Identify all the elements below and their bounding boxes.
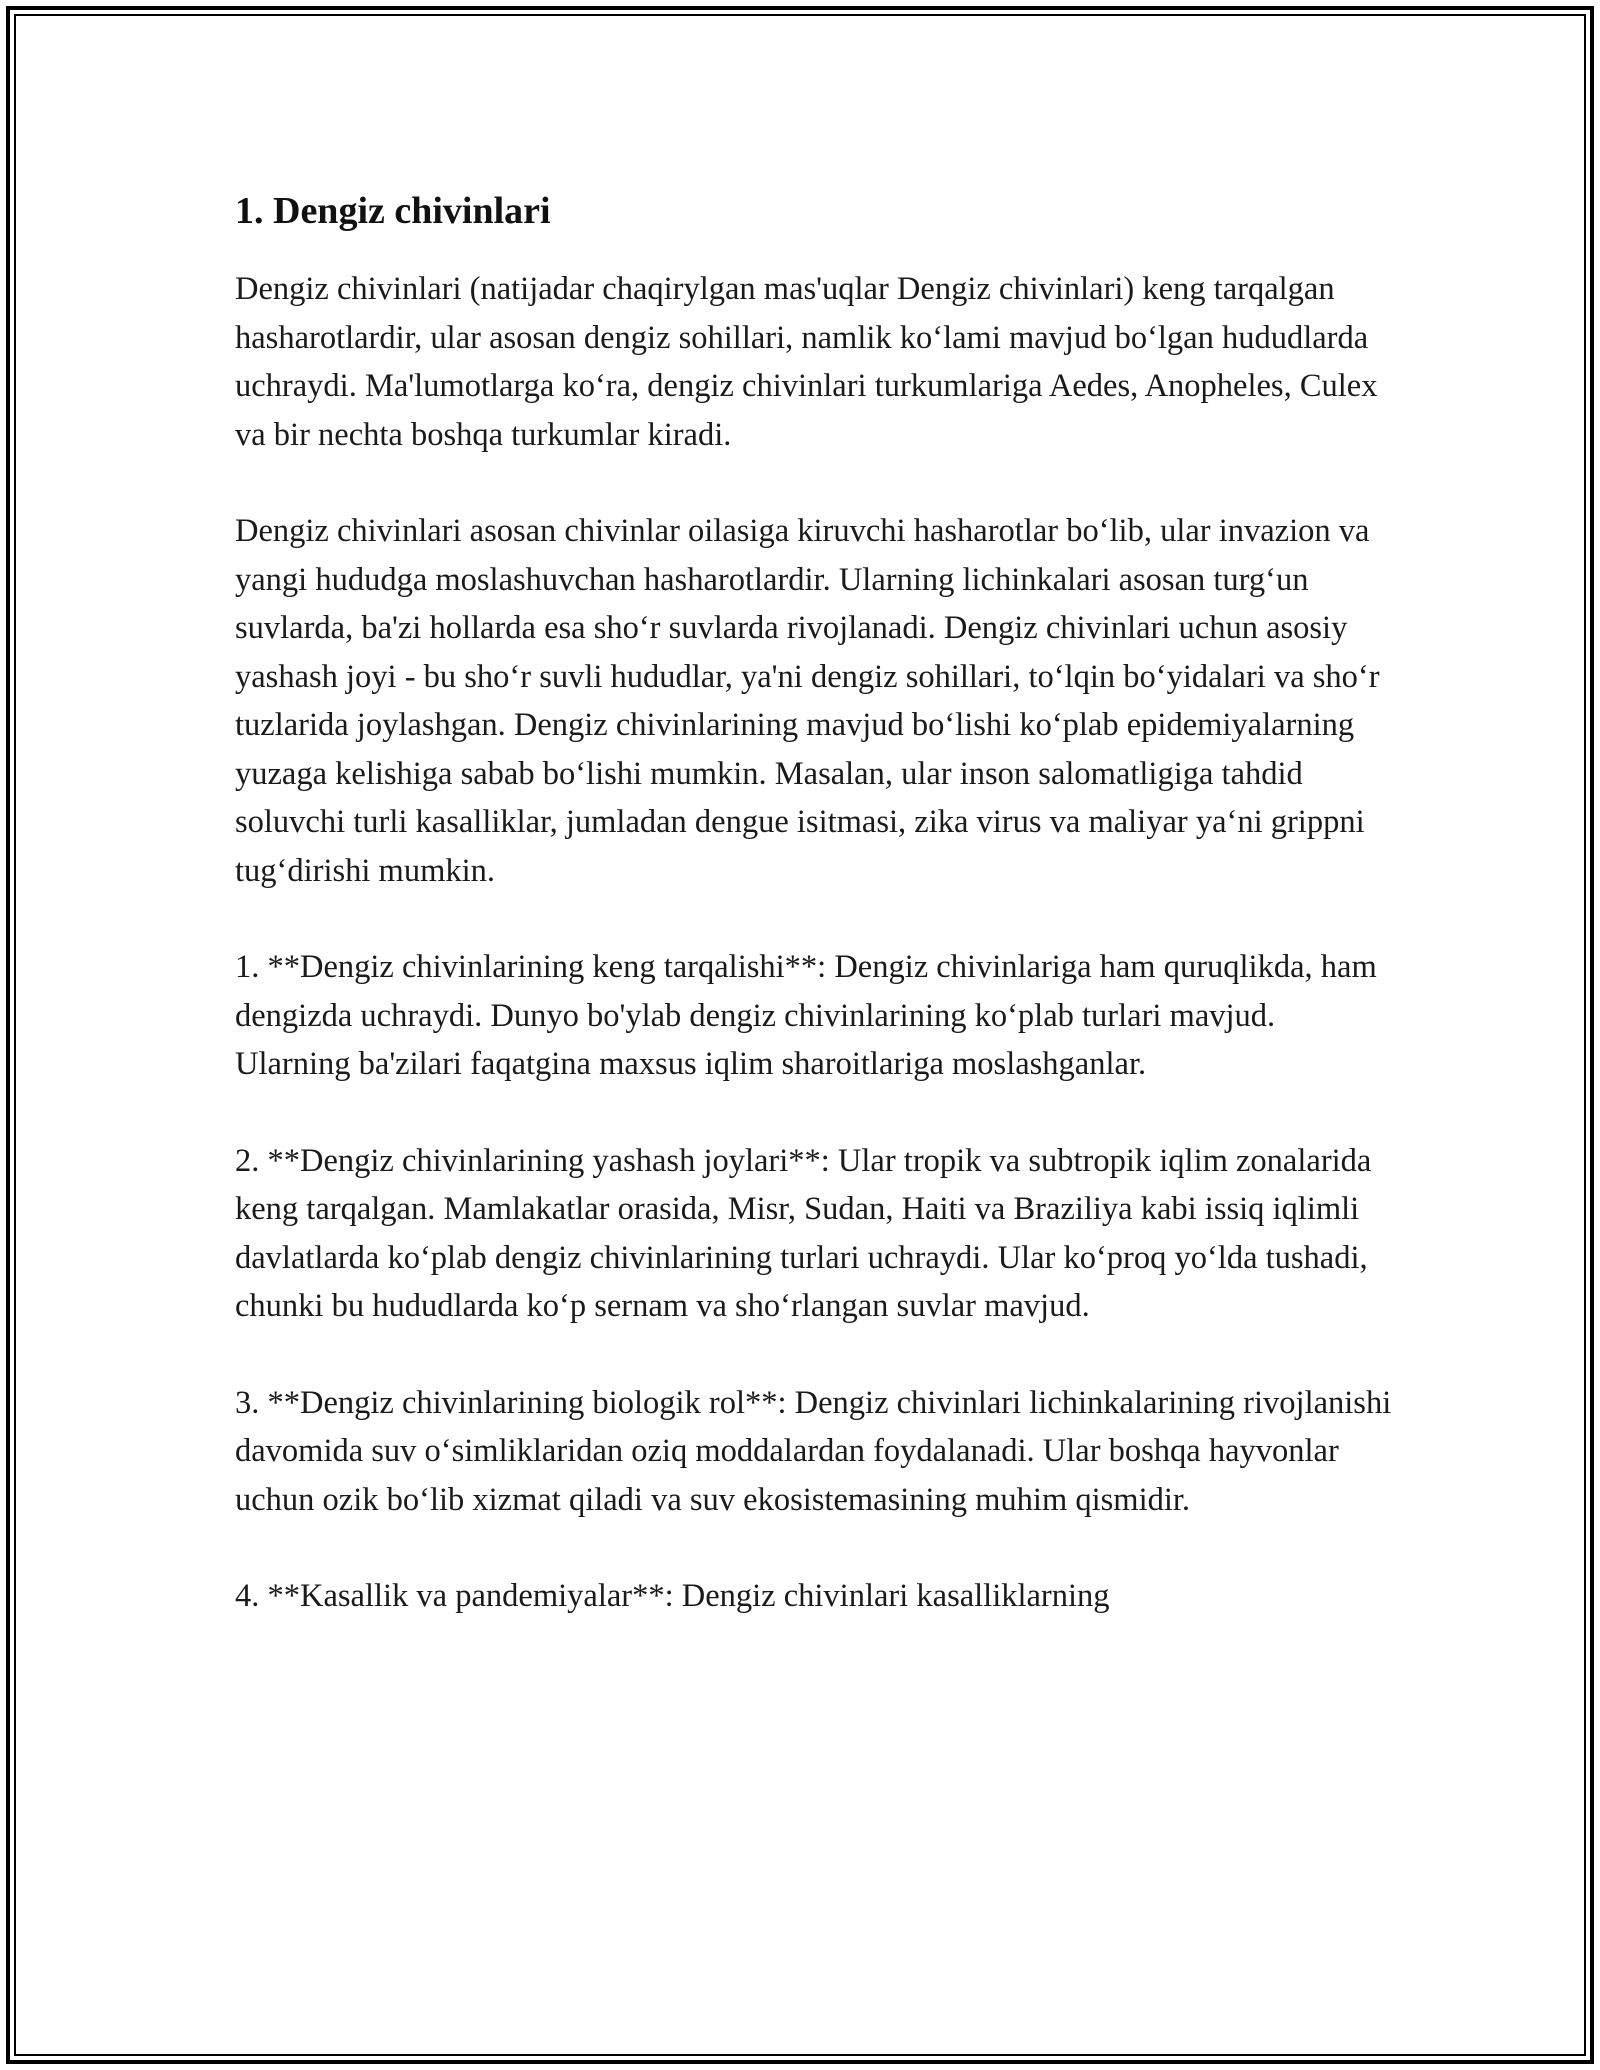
list-item-diseases: 4. **Kasallik va pandemiyalar**: Dengiz chivinlari kasalliklarning xyxy=(235,1578,1110,1614)
document-body xyxy=(235,185,1395,1621)
list-item-distribution: 1. **Dengiz chivinlarining keng tarqalishi**: Dengiz chivinlariga ham quruqlikda, ham dengizda uchraydi. Dunyo bo'ylab dengiz chivinlarining ko‘plab turlari mavjud. Ularning ba'zilari faqatgina maxsus iqlim sharoitlariga moslashganlar. xyxy=(235,949,1377,1082)
list-item-habitats: 2. **Dengiz chivinlarining yashash joylari**: Ular tropik va subtropik iqlim zonalarida keng tarqalgan. Mamlakatlar orasida, Misr, Sudan, Haiti va Braziliya kabi issiq iqlimli davlatlarda ko‘plab dengiz chivinlarining turlari uchraydi. Ular ko‘proq yo‘lda tushadi, chunki bu hududlarda ko‘p sernam va sho‘rlangan suvlar mavjud. xyxy=(235,1142,1372,1324)
list-item-biological-role: 3. **Dengiz chivinlarining biologik rol**: Dengiz chivinlari lichinkalarining rivojlanishi davomida suv o‘simliklaridan oziq moddalardan foydalanadi. Ular boshqa hayvonlar uchun ozik bo‘lib xizmat qiladi va suv ekosistemasining muhim qismidir. xyxy=(235,1384,1392,1518)
paragraph-intro: Dengiz chivinlari (natijadar chaqirylgan mas'uqlar Dengiz chivinlari) keng tarqalgan hasharotlardir, ular asosan dengiz sohillari, namlik ko‘lami mavjud bo‘lgan hududlarda uchraydi. Ma'lumotlarga ko‘ra, dengiz chivinlari turkumlariga Aedes, Anopheles, Culex va bir nechta boshqa turkumlar kiradi. xyxy=(235,271,1378,453)
document-title: 1. Dengiz chivinlari xyxy=(235,190,551,232)
paragraph-habitat-overview: Dengiz chivinlari asosan chivinlar oilasiga kiruvchi hasharotlar bo‘lib, ular invazion va yangi hududga moslashuvchan hasharotlardir. Ularning lichinkalari asosan turg‘un suvlarda, ba'zi hollarda esa sho‘r suvlarda rivojlanadi. Dengiz chivinlari uchun asosiy yashash joyi - bu sho‘r suvli hududlar, ya'ni dengiz sohillari, to‘lqin bo‘yidalari va sho‘r tuzlarida joylashgan. Dengiz chivinlarining mavjud bo‘lishi ko‘plab epidemiyalarning yuzaga kelishiga sabab bo‘lishi mumkin. Masalan, ular inson salomatligiga tahdid soluvchi turli kasalliklar, jumladan dengue isitmasi, zika virus va maliyar ya‘ni grippni tug‘dirishi mumkin. xyxy=(235,513,1380,889)
